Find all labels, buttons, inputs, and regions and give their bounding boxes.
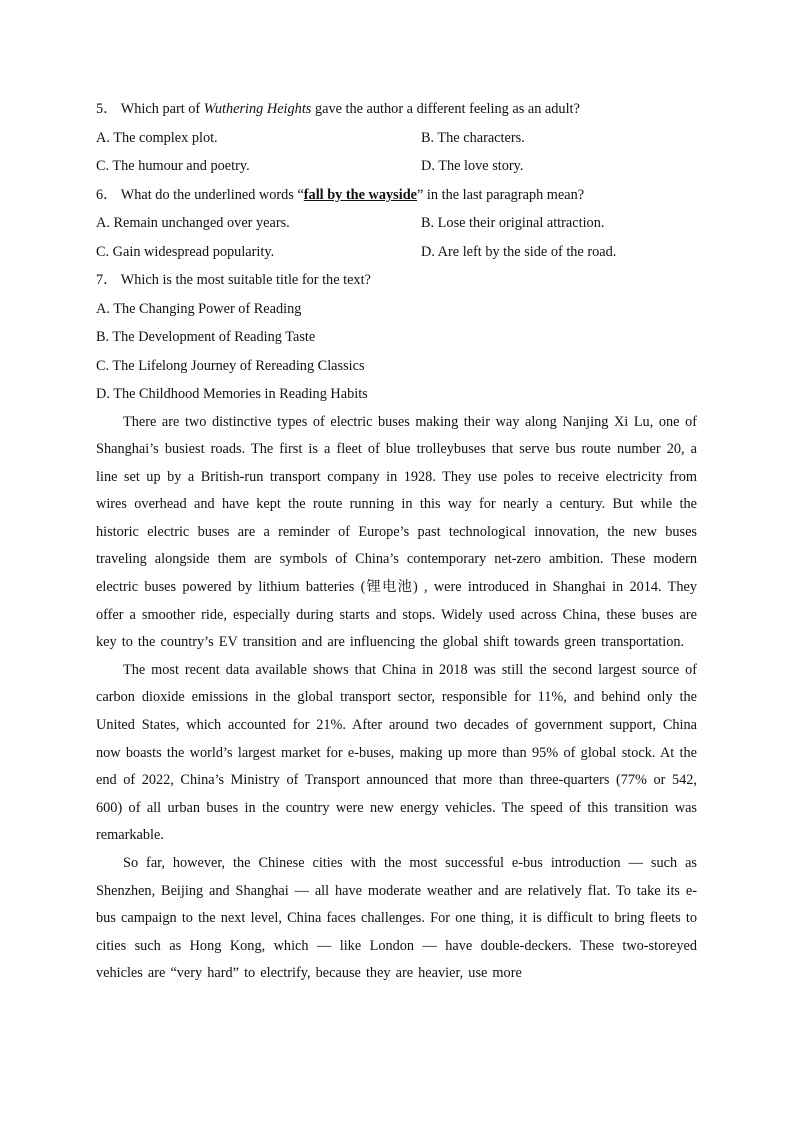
question-6-number: 6． [96,186,118,203]
question-6-option-b[interactable]: B. Lose their original attraction. [421,215,605,231]
question-6-option-d[interactable]: D. Are left by the side of the road. [421,243,617,260]
question-5-text-before: Which part of [117,101,204,117]
question-6-underlined-phrase: fall by the wayside [303,186,417,203]
passage-paragraph-2: The most recent data available shows that China in 2018 was still the second largest source of carbon dioxide emissions in the global transport sector, responsible for 11%, and behind only the United States, which accounted for 21%. After around two decades of government support, China now boasts the world’s largest market for e-buses, making up more than 95% of global stock. At the end of 2022, China’s Ministry of Transport announced that more than three-quarters (77% or 542, 600) of all urban buses in the country were new energy vehicles. The speed of this transition was remarkable. [96,661,697,844]
question-5-option-d[interactable]: D. The love story. [421,158,524,174]
question-6 [96,181,697,210]
passage-paragraph-1: There are two distinctive types of electric buses making their way along Nanjing Xi Lu, one of Shanghai’s busiest roads. The first is a fleet of blue trolleybuses that serve bus route number 20, a line set up by a British-run transport company in 1928. They use poles to receive electricity from wires overhead and have kept the route running in this way for nearly a century. But while the historic electric buses are a reminder of Europe’s past technological innovation, the new buses traveling alongside them are symbols of China’s contemporary net-zero ambition. These modern electric buses powered by lithium batteries (锂电池) , were introduced in Shanghai in 2014. They offer a smoother ride, especially during starts and stops. Widely used across China, these buses are key to the country’s EV transition and are influencing the global shift towards green transportation. [96,413,697,651]
question-5 [96,95,697,124]
question-6-option-a[interactable]: A. Remain unchanged over years. [96,215,290,231]
question-7-option-d[interactable]: D. The Childhood Memories in Reading Habits [96,386,368,402]
question-6-text-before: What do the underlined words “ [117,186,304,203]
question-5-option-a[interactable]: A. The complex plot. [96,129,218,146]
question-5-option-c[interactable]: C. The humour and poetry. [96,158,250,174]
question-5-book-title: Wuthering Heights [203,101,312,117]
question-7 [96,266,697,295]
question-5-number: 5． [96,101,118,117]
question-7-option-a[interactable]: A. The Changing Power of Reading [96,300,302,317]
passage-paragraph-3: So far, however, the Chinese cities with the most successful e-bus introduction — such as Shenzhen, Beijing and Shanghai — all have moderate weather and are relatively flat. To take its e-bus campaign to the next level, China faces challenges. For one thing, it is difficult to bring fleets to cities such as Hong Kong, which — like London — have double-deckers. These two-storeyed vehicles are “very hard” to electrify, because they are heavier, use more [96,855,697,982]
question-6-options-row-2 [96,238,697,267]
question-6-text-after: ” in the last paragraph mean? [417,186,585,203]
question-5-option-b[interactable]: B. The characters. [421,129,525,146]
question-7-option-b[interactable]: B. The Development of Reading Taste [96,329,316,345]
question-7-option-c[interactable]: C. The Lifelong Journey of Rereading Classics [96,357,365,374]
question-6-options-row-1 [96,209,697,238]
question-5-text-after: gave the author a different feeling as an adult? [311,101,580,117]
question-7-number: 7． [96,272,118,288]
question-5-options-row-1 [96,124,697,153]
question-7-text: Which is the most suitable title for the text? [117,272,371,288]
question-5-options-row-2 [96,152,697,181]
document-content [96,95,697,988]
question-6-option-c[interactable]: C. Gain widespread popularity. [96,243,275,260]
